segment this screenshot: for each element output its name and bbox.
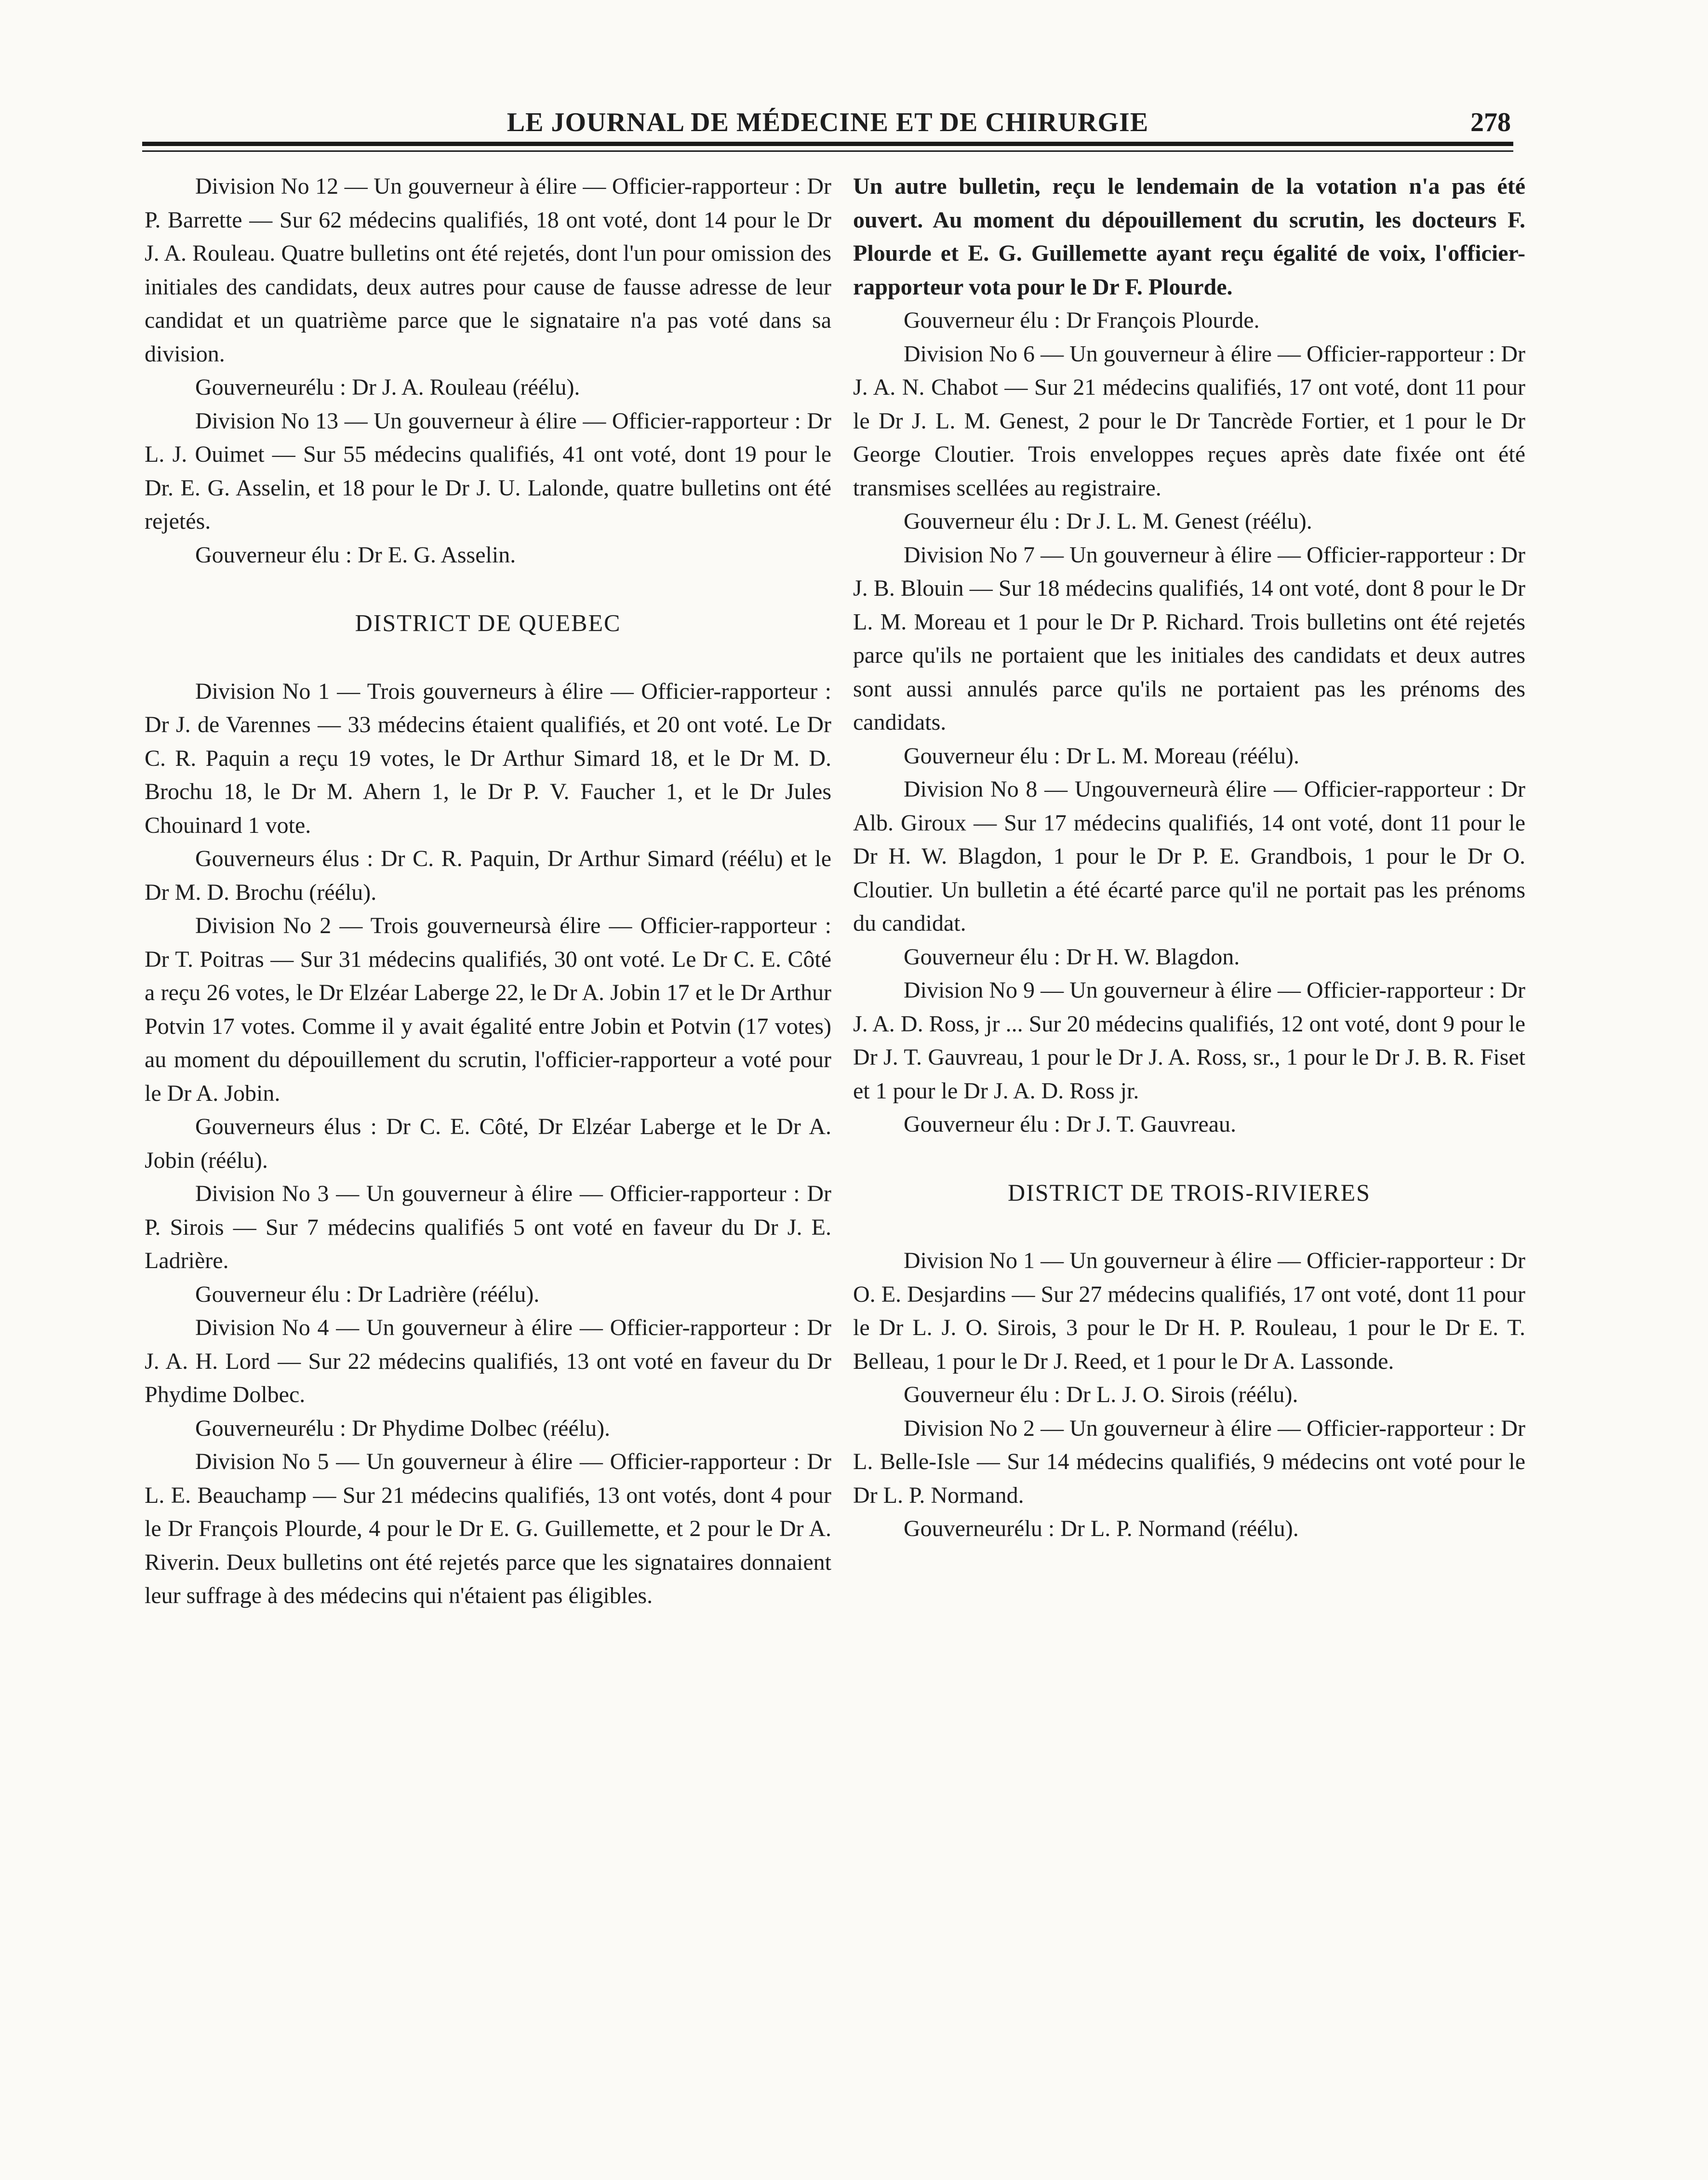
paragraph: Un autre bulletin, reçu le lendemain de la votation n'a pas été ouvert. Au moment du dépouillement du scrutin, les docteurs F. Plourde et E. G. Guillemette ayant reçu égalité de voix, l'officier-rapporteur vota pour le Dr F. Plourde. — [853, 174, 1525, 300]
paragraph: Division No 12 — Un gouverneur à élire — Officier-rapporteur : Dr P. Barrette — Sur 62 médecins qualifiés, 18 ont voté, dont 14 pour le Dr J. A. Rouleau. Quatre bulletins ont été rejetés, dont l'un pour omission des initiales des candidats, deux autres pour cause de fausse adresse de leur candidat et un quatrième parce que le signataire n'a pas voté dans sa division. — [145, 174, 831, 367]
paragraph: Gouverneurs élus : Dr C. E. Côté, Dr Elzéar Laberge et le Dr A. Jobin (réélu). — [145, 1114, 831, 1173]
paragraph: Gouverneurélu : Dr L. P. Normand (réélu). — [904, 1516, 1299, 1541]
paragraph: Division No 13 — Un gouverneur à élire — Officier-rapporteur : Dr L. J. Ouimet — Sur 55 médecins qualifiés, 41 ont voté, dont 19 pour le Dr. E. G. Asselin, et 18 pour le Dr J. U. Lalonde, quatre bulletins ont été rejetés. — [145, 408, 831, 534]
paragraph: Gouverneur élu : Dr J. L. M. Genest (réélu). — [904, 508, 1312, 534]
paragraph: Division No 4 — Un gouverneur à élire — Officier-rapporteur : Dr J. A. H. Lord — Sur 22 médecins qualifiés, 13 ont voté en faveur du Dr Phydime Dolbec. — [145, 1315, 831, 1407]
page-header — [142, 107, 1513, 146]
paragraph: Gouverneur élu : Dr L. J. O. Sirois (réélu). — [904, 1382, 1298, 1407]
page-number: 278 — [1470, 107, 1511, 137]
paragraph: Gouverneur élu : Dr Ladrière (réélu). — [195, 1281, 540, 1307]
paragraph: Division No 3 — Un gouverneur à élire — Officier-rapporteur : Dr P. Sirois — Sur 7 médecins qualifiés 5 ont voté en faveur du Dr J. E. Ladrière. — [145, 1181, 831, 1273]
header-rule-thick — [142, 142, 1513, 146]
section-heading: DISTRICT DE TROIS-RIVIERES — [1008, 1178, 1371, 1206]
paragraph: Division No 1 — Un gouverneur à élire — Officier-rapporteur : Dr O. E. Desjardins — Sur 27 médecins qualifiés, 17 ont voté, dont 11 pour le Dr L. J. O. Sirois, 3 pour le Dr H. P. Rouleau, 1 pour le Dr E. T. Belleau, 1 pour le Dr J. Reed, et 1 pour le Dr A. Lassonde. — [853, 1248, 1525, 1374]
paragraph: Division No 2 — Trois gouverneursà élire — Officier-rapporteur : Dr T. Poitras — Sur 31 médecins qualifiés, 30 ont voté. Le Dr C. E. Côté a reçu 26 votes, le Dr Elzéar Laberge 22, le Dr A. Jobin 17 et le Dr Arthur Potvin 17 votes. Comme il y avait égalité entre Jobin et Potvin (17 votes) au moment du dépouillement du scrutin, l'officier-rapporteur a voté pour le Dr A. Jobin. — [145, 913, 831, 1106]
paragraph: Gouverneur élu : Dr E. G. Asselin. — [195, 542, 516, 568]
paragraph: Gouverneur élu : Dr François Plourde. — [904, 308, 1260, 333]
header-rule-thin — [142, 150, 1513, 152]
paragraph: Division No 1 — Trois gouverneurs à élire — Officier-rapporteur : Dr J. de Varennes — 33 médecins étaient qualifiés, et 20 ont voté. Le Dr C. R. Paquin a reçu 19 votes, le Dr Arthur Simard 18, et le Dr M. D. Brochu 18, le Dr M. Ahern 1, le Dr P. V. Faucher 1, et le Dr Jules Chouinard 1 vote. — [145, 678, 831, 838]
section-heading: DISTRICT DE QUEBEC — [355, 609, 621, 636]
paragraph: Division No 8 — Ungouverneurà élire — Officier-rapporteur : Dr Alb. Giroux — Sur 17 médecins qualifiés, 14 ont voté, dont 11 pour le Dr H. W. Blagdon, 1 pour le Dr P. E. Grandbois, 1 pour le Dr O. Cloutier. Un bulletin a été écarté parce qu'il ne portait pas les prénoms du candidat. — [853, 776, 1525, 936]
paragraph: Division No 7 — Un gouverneur à élire — Officier-rapporteur : Dr J. B. Blouin — Sur 18 médecins qualifiés, 14 ont voté, dont 8 pour le Dr L. M. Moreau et 1 pour le Dr P. Richard. Trois bulletins ont été rejetés parce qu'ils ne portaient que les initiales des candidats et deux autres sont aussi annulés parce qu'ils ne portaient pas les prénoms des candidats. — [853, 542, 1525, 735]
paragraph: Division No 6 — Un gouverneur à élire — Officier-rapporteur : Dr J. A. N. Chabot — Sur 21 médecins qualifiés, 17 ont voté, dont 11 pour le Dr J. L. M. Genest, 2 pour le Dr Tancrède Fortier, et 1 pour le Dr George Cloutier. Trois enveloppes reçues après date fixée ont été transmises scellées au registraire. — [853, 341, 1525, 501]
paragraph: Division No 9 — Un gouverneur à élire — Officier-rapporteur : Dr J. A. D. Ross, jr ... Sur 20 médecins qualifiés, 12 ont voté, dont 9 pour le Dr J. T. Gauvreau, 1 pour le Dr J. A. Ross, sr., 1 pour le Dr J. B. R. Fiset et 1 pour le Dr J. A. D. Ross jr. — [853, 977, 1525, 1104]
paragraph: Division No 5 — Un gouverneur à élire — Officier-rapporteur : Dr L. E. Beauchamp — Sur 21 médecins qualifiés, 13 ont votés, dont 4 pour le Dr François Plourde, 4 pour le Dr E. G. Guillemette, et 2 pour le Dr A. Riverin. Deux bulletins ont été rejetés parce que les signataires donnaient leur suffrage à des médecins qui n'étaient pas éligibles. — [145, 1449, 831, 1608]
right-column — [853, 170, 1525, 1546]
paragraph: Gouverneurélu : Dr J. A. Rouleau (réélu). — [195, 374, 580, 400]
paragraph: Gouverneurs élus : Dr C. R. Paquin, Dr Arthur Simard (réélu) et le Dr M. D. Brochu (réélu). — [145, 846, 831, 905]
paragraph: Gouverneur élu : Dr H. W. Blagdon. — [904, 944, 1240, 970]
paragraph: Gouverneur élu : Dr J. T. Gauvreau. — [904, 1111, 1236, 1137]
running-title: LE JOURNAL DE MÉDECINE ET DE CHIRURGIE — [507, 107, 1149, 137]
left-column — [145, 170, 831, 1613]
paragraph: Gouverneurélu : Dr Phydime Dolbec (réélu). — [195, 1415, 611, 1441]
paragraph: Division No 2 — Un gouverneur à élire — Officier-rapporteur : Dr L. Belle-Isle — Sur 14 médecins qualifiés, 9 médecins ont voté pour le Dr L. P. Normand. — [853, 1415, 1525, 1508]
paragraph: Gouverneur élu : Dr L. M. Moreau (réélu). — [904, 743, 1300, 769]
